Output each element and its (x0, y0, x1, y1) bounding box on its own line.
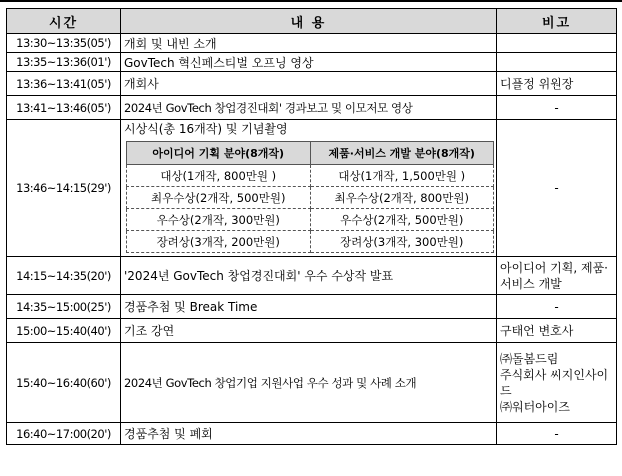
row-time: 15:40~16:40(60') (7, 343, 121, 423)
row-content: 개회 및 내빈 소개 (121, 34, 497, 53)
header-time: 시간 (7, 9, 121, 34)
note-line: ㈜워터아이즈 (500, 399, 570, 414)
note-line: 주식회사 씨지인사이드 (500, 367, 609, 398)
row-content: 기조 강연 (121, 319, 497, 343)
row-content: 시상식(총 16개작) 및 기념촬영 (124, 122, 288, 136)
row-time: 13:30~13:35(05') (7, 34, 121, 53)
award-cell: 우수상(2개작, 500만원) (310, 209, 494, 231)
note-line: ㈜돌봄드림 (500, 351, 559, 366)
header-row (7, 9, 617, 34)
row-time: 15:00~15:40(40') (7, 319, 121, 343)
table-row (7, 257, 617, 295)
table-row (7, 96, 617, 120)
row-note-list (497, 343, 617, 423)
header-content: 내 용 (121, 9, 497, 34)
award-cell: 장려상(3개작, 300만원) (310, 231, 494, 253)
row-time: 13:36~13:41(05') (7, 72, 121, 96)
awards-table (126, 141, 494, 253)
award-cell: 우수상(2개작, 300만원) (127, 209, 311, 231)
row-time: 14:35~15:00(25') (7, 295, 121, 319)
row-content: '2024년 GovTech 창업경진대회' 우수 수상작 발표 (121, 257, 497, 295)
award-cell: 대상(1개작, 1,500만원 ) (310, 165, 494, 187)
table-row (7, 423, 617, 445)
row-note: - (497, 423, 617, 445)
table-row-ceremony (7, 120, 617, 257)
header-note: 비고 (497, 9, 617, 34)
row-note: 아이디어 기획, 제품·서비스 개발 (497, 257, 617, 295)
awards-row (127, 165, 494, 187)
table-row (7, 343, 617, 423)
row-content: 2024년 GovTech 창업경진대회' 경과보고 및 이모저모 영상 (121, 96, 497, 120)
award-cell: 대상(1개작, 800만원 ) (127, 165, 311, 187)
row-note: - (497, 120, 617, 257)
row-note (497, 53, 617, 72)
award-cell: 최우수상(2개작, 800만원) (310, 187, 494, 209)
table-row (7, 34, 617, 53)
row-content: 경품추첨 및 폐회 (121, 423, 497, 445)
row-content: 2024년 GovTech 창업기업 지원사업 우수 성과 및 사례 소개 (121, 343, 497, 423)
table-row (7, 319, 617, 343)
row-time: 13:46~14:15(29') (7, 120, 121, 257)
award-cell: 장려상(3개작, 200만원) (127, 231, 311, 253)
row-content: GovTech 혁신페스티벌 오프닝 영상 (121, 53, 497, 72)
award-cell: 최우수상(2개작, 500만원) (127, 187, 311, 209)
row-note: 구태언 변호사 (497, 319, 617, 343)
ceremony-cell (121, 120, 497, 257)
awards-row (127, 209, 494, 231)
row-content: 경품추첨 및 Break Time (121, 295, 497, 319)
awards-row (127, 187, 494, 209)
table-row (7, 295, 617, 319)
row-time: 16:40~17:00(20') (7, 423, 121, 445)
row-note (497, 34, 617, 53)
awards-header-row (127, 142, 494, 165)
awards-header-product: 제품·서비스 개발 분야(8개작) (310, 142, 494, 165)
row-note: - (497, 96, 617, 120)
row-note: 디플정 위원장 (497, 72, 617, 96)
schedule-table (6, 8, 617, 445)
table-row (7, 53, 617, 72)
top-rule (0, 0, 622, 6)
awards-header-idea: 아이디어 기획 분야(8개작) (127, 142, 311, 165)
row-note: - (497, 295, 617, 319)
awards-row (127, 231, 494, 253)
table-row (7, 72, 617, 96)
row-time: 14:15~14:35(20') (7, 257, 121, 295)
row-time: 13:35~13:36(01') (7, 53, 121, 72)
row-content: 개회사 (121, 72, 497, 96)
row-time: 13:41~13:46(05') (7, 96, 121, 120)
